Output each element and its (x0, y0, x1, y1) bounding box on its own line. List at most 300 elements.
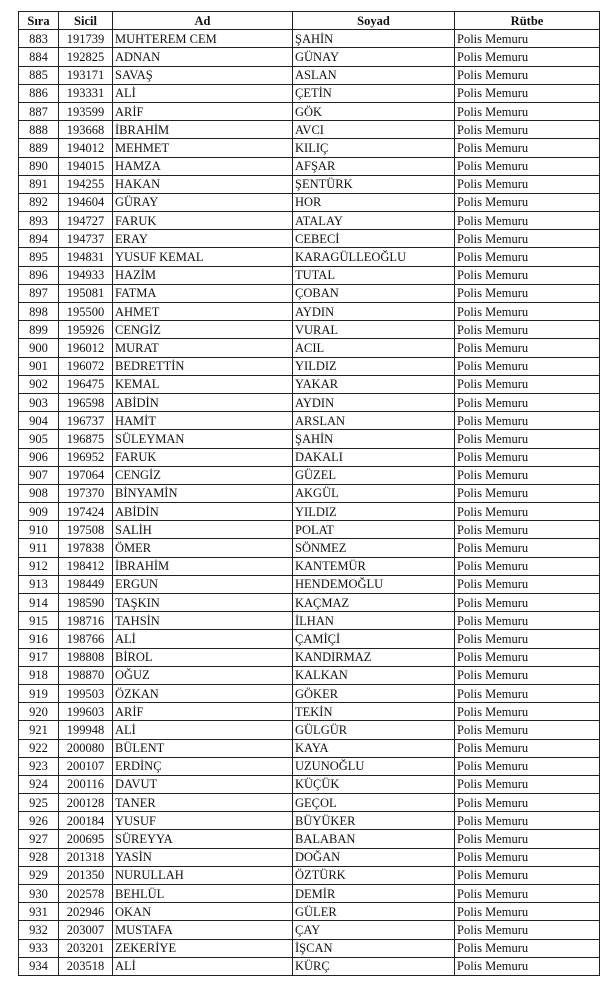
cell-sicil: 200695 (59, 830, 113, 848)
cell-ad: ADNAN (113, 48, 293, 66)
cell-rutbe: Polis Memuru (455, 30, 600, 48)
cell-ad: ALİ (113, 630, 293, 648)
cell-sicil: 195500 (59, 303, 113, 321)
cell-soyad: ÇAMİÇİ (293, 630, 455, 648)
cell-ad: ERDİNÇ (113, 757, 293, 775)
cell-ad: TANER (113, 794, 293, 812)
cell-sira: 894 (19, 230, 59, 248)
cell-rutbe: Polis Memuru (455, 230, 600, 248)
cell-sicil: 197370 (59, 484, 113, 502)
table-row (19, 193, 600, 211)
cell-rutbe: Polis Memuru (455, 903, 600, 921)
cell-ad: ALİ (113, 721, 293, 739)
cell-sira: 898 (19, 303, 59, 321)
cell-sicil: 199603 (59, 703, 113, 721)
cell-ad: OKAN (113, 903, 293, 921)
cell-sira: 905 (19, 430, 59, 448)
cell-ad: AHMET (113, 303, 293, 321)
cell-rutbe: Polis Memuru (455, 430, 600, 448)
cell-ad: MUHTEREM CEM (113, 30, 293, 48)
cell-sicil: 195926 (59, 321, 113, 339)
cell-sicil: 196475 (59, 375, 113, 393)
cell-sira: 921 (19, 721, 59, 739)
table-row (19, 921, 600, 939)
table-row (19, 648, 600, 666)
cell-rutbe: Polis Memuru (455, 539, 600, 557)
table-row (19, 721, 600, 739)
cell-sicil: 199503 (59, 684, 113, 702)
cell-rutbe: Polis Memuru (455, 448, 600, 466)
table-row (19, 848, 600, 866)
cell-ad: ABİDİN (113, 503, 293, 521)
cell-ad: İBRAHİM (113, 557, 293, 575)
cell-sira: 896 (19, 266, 59, 284)
table-row (19, 412, 600, 430)
cell-sicil: 200080 (59, 739, 113, 757)
cell-soyad: DOĞAN (293, 848, 455, 866)
table-row (19, 630, 600, 648)
cell-sicil: 203201 (59, 939, 113, 957)
cell-rutbe: Polis Memuru (455, 48, 600, 66)
cell-rutbe: Polis Memuru (455, 939, 600, 957)
cell-ad: FARUK (113, 448, 293, 466)
cell-ad: SÜLEYMAN (113, 430, 293, 448)
cell-sicil: 193599 (59, 102, 113, 120)
cell-sicil: 194015 (59, 157, 113, 175)
cell-sicil: 198716 (59, 612, 113, 630)
cell-soyad: ASLAN (293, 66, 455, 84)
cell-ad: HAMİT (113, 412, 293, 430)
cell-rutbe: Polis Memuru (455, 412, 600, 430)
cell-soyad: ÇETİN (293, 84, 455, 102)
cell-rutbe: Polis Memuru (455, 830, 600, 848)
cell-rutbe: Polis Memuru (455, 212, 600, 230)
cell-sira: 891 (19, 175, 59, 193)
cell-soyad: ÖZTÜRK (293, 866, 455, 884)
table-row (19, 794, 600, 812)
cell-rutbe: Polis Memuru (455, 102, 600, 120)
cell-soyad: ACIL (293, 339, 455, 357)
cell-rutbe: Polis Memuru (455, 66, 600, 84)
cell-ad: ALİ (113, 84, 293, 102)
cell-sira: 906 (19, 448, 59, 466)
cell-ad: BÜLENT (113, 739, 293, 757)
cell-soyad: KALKAN (293, 666, 455, 684)
cell-rutbe: Polis Memuru (455, 357, 600, 375)
cell-rutbe: Polis Memuru (455, 921, 600, 939)
header-rutbe: Rütbe (455, 12, 600, 30)
cell-sicil: 197838 (59, 539, 113, 557)
cell-sira: 924 (19, 775, 59, 793)
cell-soyad: ARSLAN (293, 412, 455, 430)
cell-sira: 900 (19, 339, 59, 357)
cell-sira: 908 (19, 484, 59, 502)
cell-sira: 886 (19, 84, 59, 102)
cell-sicil: 194933 (59, 266, 113, 284)
table-row (19, 703, 600, 721)
table-row (19, 466, 600, 484)
cell-sicil: 196952 (59, 448, 113, 466)
table-row (19, 594, 600, 612)
table-row (19, 357, 600, 375)
table-row (19, 102, 600, 120)
cell-sicil: 200116 (59, 775, 113, 793)
cell-sicil: 194012 (59, 139, 113, 157)
cell-sira: 890 (19, 157, 59, 175)
cell-rutbe: Polis Memuru (455, 466, 600, 484)
cell-sira: 927 (19, 830, 59, 848)
cell-ad: YASİN (113, 848, 293, 866)
cell-sira: 933 (19, 939, 59, 957)
cell-ad: ERGUN (113, 575, 293, 593)
cell-sicil: 197424 (59, 503, 113, 521)
cell-sicil: 201350 (59, 866, 113, 884)
cell-soyad: HOR (293, 193, 455, 211)
cell-sicil: 194727 (59, 212, 113, 230)
cell-ad: ZEKERİYE (113, 939, 293, 957)
cell-sira: 903 (19, 393, 59, 411)
table-row (19, 284, 600, 302)
cell-soyad: GEÇOL (293, 794, 455, 812)
cell-sira: 932 (19, 921, 59, 939)
cell-soyad: VURAL (293, 321, 455, 339)
cell-ad: BİROL (113, 648, 293, 666)
cell-soyad: DAKALI (293, 448, 455, 466)
cell-sira: 934 (19, 957, 59, 975)
cell-sicil: 194737 (59, 230, 113, 248)
table-row (19, 666, 600, 684)
table-row (19, 448, 600, 466)
cell-soyad: KANTEMÜR (293, 557, 455, 575)
cell-rutbe: Polis Memuru (455, 757, 600, 775)
cell-sira: 919 (19, 684, 59, 702)
cell-soyad: AKGÜL (293, 484, 455, 502)
cell-sicil: 197508 (59, 521, 113, 539)
cell-sicil: 194255 (59, 175, 113, 193)
table-row (19, 248, 600, 266)
cell-sira: 929 (19, 866, 59, 884)
cell-rutbe: Polis Memuru (455, 630, 600, 648)
cell-rutbe: Polis Memuru (455, 157, 600, 175)
cell-sicil: 198590 (59, 594, 113, 612)
cell-sicil: 194604 (59, 193, 113, 211)
cell-rutbe: Polis Memuru (455, 575, 600, 593)
cell-sicil: 198412 (59, 557, 113, 575)
cell-sira: 907 (19, 466, 59, 484)
cell-sicil: 198449 (59, 575, 113, 593)
table-row (19, 66, 600, 84)
cell-sira: 917 (19, 648, 59, 666)
cell-soyad: YILDIZ (293, 357, 455, 375)
cell-sicil: 194831 (59, 248, 113, 266)
cell-rutbe: Polis Memuru (455, 266, 600, 284)
table-row (19, 339, 600, 357)
cell-ad: YUSUF (113, 812, 293, 830)
cell-sicil: 198808 (59, 648, 113, 666)
cell-soyad: GÜNAY (293, 48, 455, 66)
cell-ad: ERAY (113, 230, 293, 248)
cell-ad: SAVAŞ (113, 66, 293, 84)
cell-sira: 914 (19, 594, 59, 612)
cell-ad: GÜRAY (113, 193, 293, 211)
cell-soyad: BÜYÜKER (293, 812, 455, 830)
table-row (19, 375, 600, 393)
cell-ad: MUSTAFA (113, 921, 293, 939)
cell-sicil: 192825 (59, 48, 113, 66)
table-row (19, 84, 600, 102)
table-row (19, 212, 600, 230)
cell-rutbe: Polis Memuru (455, 193, 600, 211)
cell-sira: 915 (19, 612, 59, 630)
table-row (19, 557, 600, 575)
cell-sira: 893 (19, 212, 59, 230)
cell-soyad: KAYA (293, 739, 455, 757)
cell-sira: 895 (19, 248, 59, 266)
cell-sira: 899 (19, 321, 59, 339)
cell-sira: 897 (19, 284, 59, 302)
table-row (19, 139, 600, 157)
cell-rutbe: Polis Memuru (455, 812, 600, 830)
cell-sicil: 199948 (59, 721, 113, 739)
cell-ad: FARUK (113, 212, 293, 230)
table-row (19, 957, 600, 975)
cell-rutbe: Polis Memuru (455, 866, 600, 884)
cell-sira: 889 (19, 139, 59, 157)
cell-soyad: AYDIN (293, 393, 455, 411)
cell-rutbe: Polis Memuru (455, 703, 600, 721)
cell-soyad: YILDIZ (293, 503, 455, 521)
cell-sicil: 200128 (59, 794, 113, 812)
table-row (19, 612, 600, 630)
cell-soyad: YAKAR (293, 375, 455, 393)
table-row (19, 739, 600, 757)
cell-soyad: İŞCAN (293, 939, 455, 957)
cell-rutbe: Polis Memuru (455, 557, 600, 575)
cell-sira: 910 (19, 521, 59, 539)
cell-rutbe: Polis Memuru (455, 121, 600, 139)
cell-soyad: DEMİR (293, 885, 455, 903)
cell-ad: ARİF (113, 703, 293, 721)
header-sira: Sıra (19, 12, 59, 30)
table-row (19, 503, 600, 521)
cell-ad: ALİ (113, 957, 293, 975)
cell-ad: MURAT (113, 339, 293, 357)
cell-soyad: TUTAL (293, 266, 455, 284)
cell-soyad: GÖK (293, 102, 455, 120)
table-row (19, 939, 600, 957)
cell-sicil: 197064 (59, 466, 113, 484)
cell-sicil: 203007 (59, 921, 113, 939)
cell-sicil: 202578 (59, 885, 113, 903)
cell-rutbe: Polis Memuru (455, 648, 600, 666)
cell-sicil: 196598 (59, 393, 113, 411)
table-row (19, 230, 600, 248)
cell-sira: 909 (19, 503, 59, 521)
cell-rutbe: Polis Memuru (455, 848, 600, 866)
cell-ad: HAMZA (113, 157, 293, 175)
cell-rutbe: Polis Memuru (455, 666, 600, 684)
table-row (19, 121, 600, 139)
cell-sicil: 193668 (59, 121, 113, 139)
cell-rutbe: Polis Memuru (455, 739, 600, 757)
table-row (19, 521, 600, 539)
header-soyad: Soyad (293, 12, 455, 30)
cell-sicil: 200184 (59, 812, 113, 830)
cell-soyad: KANDIRMAZ (293, 648, 455, 666)
cell-sira: 885 (19, 66, 59, 84)
cell-ad: TAHSİN (113, 612, 293, 630)
cell-soyad: KÜÇÜK (293, 775, 455, 793)
cell-sira: 928 (19, 848, 59, 866)
cell-rutbe: Polis Memuru (455, 521, 600, 539)
cell-soyad: ŞAHİN (293, 30, 455, 48)
cell-rutbe: Polis Memuru (455, 84, 600, 102)
personnel-table (18, 11, 600, 976)
table-row (19, 321, 600, 339)
cell-ad: ÖZKAN (113, 684, 293, 702)
header-sicil: Sicil (59, 12, 113, 30)
cell-rutbe: Polis Memuru (455, 393, 600, 411)
cell-soyad: AVCI (293, 121, 455, 139)
cell-rutbe: Polis Memuru (455, 612, 600, 630)
cell-sira: 922 (19, 739, 59, 757)
header-row (19, 12, 600, 30)
cell-soyad: BALABAN (293, 830, 455, 848)
table-row (19, 48, 600, 66)
table-row (19, 393, 600, 411)
cell-sicil: 191739 (59, 30, 113, 48)
cell-rutbe: Polis Memuru (455, 175, 600, 193)
cell-sira: 918 (19, 666, 59, 684)
cell-sira: 888 (19, 121, 59, 139)
cell-rutbe: Polis Memuru (455, 339, 600, 357)
cell-sira: 931 (19, 903, 59, 921)
cell-sicil: 196072 (59, 357, 113, 375)
cell-sira: 926 (19, 812, 59, 830)
table-row (19, 575, 600, 593)
cell-ad: BEDRETTİN (113, 357, 293, 375)
cell-soyad: ÇAY (293, 921, 455, 939)
cell-ad: HAZİM (113, 266, 293, 284)
cell-ad: DAVUT (113, 775, 293, 793)
cell-sicil: 201318 (59, 848, 113, 866)
cell-soyad: POLAT (293, 521, 455, 539)
cell-soyad: İLHAN (293, 612, 455, 630)
table-body (19, 30, 600, 976)
cell-soyad: UZUNOĞLU (293, 757, 455, 775)
cell-sicil: 195081 (59, 284, 113, 302)
table-row (19, 484, 600, 502)
cell-sicil: 196875 (59, 430, 113, 448)
cell-ad: YUSUF KEMAL (113, 248, 293, 266)
cell-rutbe: Polis Memuru (455, 284, 600, 302)
cell-soyad: KARAGÜLLEOĞLU (293, 248, 455, 266)
cell-soyad: KAÇMAZ (293, 594, 455, 612)
cell-sira: 884 (19, 48, 59, 66)
cell-ad: KEMAL (113, 375, 293, 393)
cell-sicil: 200107 (59, 757, 113, 775)
cell-soyad: ÇOBAN (293, 284, 455, 302)
cell-rutbe: Polis Memuru (455, 375, 600, 393)
cell-rutbe: Polis Memuru (455, 139, 600, 157)
cell-ad: ARİF (113, 102, 293, 120)
cell-ad: OĞUZ (113, 666, 293, 684)
cell-soyad: AFŞAR (293, 157, 455, 175)
cell-soyad: CEBECİ (293, 230, 455, 248)
cell-soyad: KILIÇ (293, 139, 455, 157)
cell-rutbe: Polis Memuru (455, 721, 600, 739)
cell-soyad: ATALAY (293, 212, 455, 230)
cell-sicil: 203518 (59, 957, 113, 975)
cell-sicil: 196012 (59, 339, 113, 357)
cell-soyad: ŞENTÜRK (293, 175, 455, 193)
cell-ad: HAKAN (113, 175, 293, 193)
cell-sicil: 196737 (59, 412, 113, 430)
table-row (19, 157, 600, 175)
cell-sira: 887 (19, 102, 59, 120)
cell-soyad: GÜLGÜR (293, 721, 455, 739)
cell-ad: SÜREYYA (113, 830, 293, 848)
cell-sira: 920 (19, 703, 59, 721)
cell-soyad: SÖNMEZ (293, 539, 455, 557)
header-ad: Ad (113, 12, 293, 30)
cell-ad: BEHLÜL (113, 885, 293, 903)
table-row (19, 430, 600, 448)
cell-rutbe: Polis Memuru (455, 684, 600, 702)
cell-soyad: KÜRÇ (293, 957, 455, 975)
cell-sira: 892 (19, 193, 59, 211)
cell-ad: BİNYAMİN (113, 484, 293, 502)
cell-soyad: HENDEMOĞLU (293, 575, 455, 593)
cell-rutbe: Polis Memuru (455, 484, 600, 502)
cell-rutbe: Polis Memuru (455, 321, 600, 339)
cell-soyad: GÜZEL (293, 466, 455, 484)
cell-sira: 904 (19, 412, 59, 430)
cell-sicil: 193331 (59, 84, 113, 102)
table-row (19, 775, 600, 793)
table-row (19, 303, 600, 321)
cell-ad: NURULLAH (113, 866, 293, 884)
cell-sicil: 198766 (59, 630, 113, 648)
table-row (19, 175, 600, 193)
cell-sira: 883 (19, 30, 59, 48)
cell-rutbe: Polis Memuru (455, 248, 600, 266)
cell-soyad: GÖKER (293, 684, 455, 702)
cell-rutbe: Polis Memuru (455, 885, 600, 903)
cell-sira: 901 (19, 357, 59, 375)
cell-ad: TAŞKIN (113, 594, 293, 612)
table-row (19, 885, 600, 903)
cell-soyad: ŞAHİN (293, 430, 455, 448)
cell-ad: FATMA (113, 284, 293, 302)
cell-ad: ÖMER (113, 539, 293, 557)
cell-rutbe: Polis Memuru (455, 794, 600, 812)
cell-soyad: GÜLER (293, 903, 455, 921)
cell-rutbe: Polis Memuru (455, 303, 600, 321)
table-row (19, 866, 600, 884)
cell-rutbe: Polis Memuru (455, 594, 600, 612)
cell-sira: 923 (19, 757, 59, 775)
cell-sira: 912 (19, 557, 59, 575)
cell-soyad: AYDIN (293, 303, 455, 321)
cell-sira: 902 (19, 375, 59, 393)
cell-rutbe: Polis Memuru (455, 503, 600, 521)
cell-sira: 930 (19, 885, 59, 903)
table-row (19, 30, 600, 48)
cell-sira: 916 (19, 630, 59, 648)
cell-soyad: TEKİN (293, 703, 455, 721)
cell-ad: İBRAHİM (113, 121, 293, 139)
